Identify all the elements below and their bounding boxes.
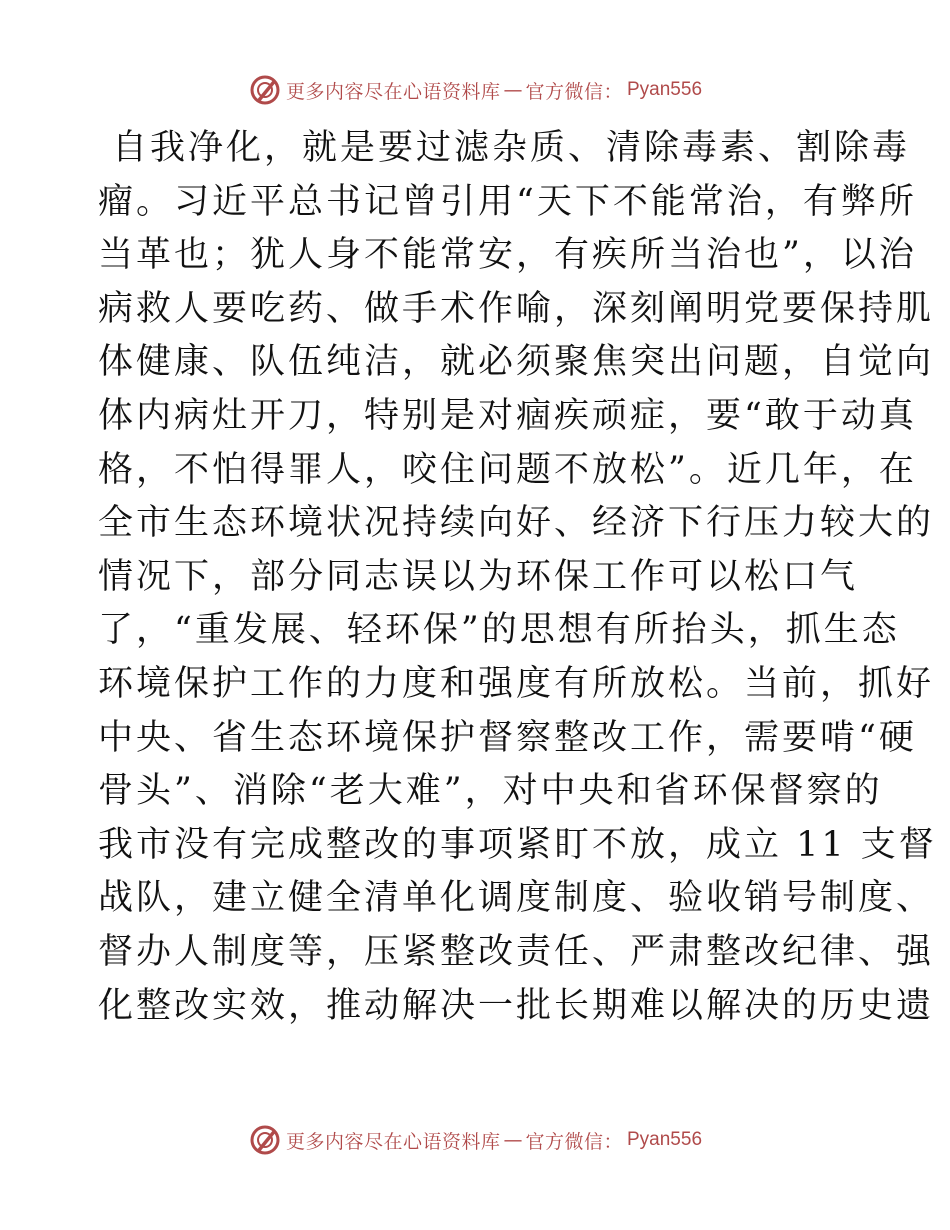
body-line: 瘤。习近平总书记曾引用“天下不能常治，有弊所 <box>98 181 917 222</box>
document-body <box>98 122 937 1033</box>
body-line: 体内病灶开刀，特别是对痼疾顽症，要“敢于动真 <box>98 395 917 436</box>
body-line: 自我净化，就是要过滤杂质、清除毒素、割除毒 <box>112 128 911 168</box>
body-line: 我市没有完成整改的事项紧盯不放，成立 11 支督 <box>98 824 937 865</box>
banner-wechat-id: Pyan556 <box>627 79 703 100</box>
banner-wechat-label: 官方微信： <box>525 80 623 103</box>
body-line: 情况下，部分同志误以为环保工作可以松口气 <box>98 556 859 597</box>
banner-site-name: 更多内容尽在心语资料库 <box>285 80 501 103</box>
body-line: 督办人制度等，压紧整改责任、严肃整改纪律、强 <box>98 931 935 972</box>
quill-logo-icon <box>248 1123 282 1157</box>
body-line: 骨头”、消除“老大难”，对中央和省环保督察的 <box>98 771 883 812</box>
banner-separator: — <box>503 1129 523 1151</box>
body-line: 了，“重发展、轻环保”的思想有所抬头，抓生态 <box>98 610 900 651</box>
banner-wechat-label: 官方微信： <box>525 1130 623 1153</box>
banner-separator: — <box>503 79 523 101</box>
banner-wechat-id: Pyan556 <box>627 1129 703 1150</box>
body-line: 环境保护工作的力度和强度有所放松。当前，抓好 <box>98 663 935 704</box>
body-line: 格，不怕得罪人，咬住问题不放松”。近几年，在 <box>98 449 917 490</box>
body-line: 全市生态环境状况持续向好、经济下行压力较大的 <box>98 503 935 544</box>
body-line: 体健康、队伍纯洁，就必须聚焦突出问题，自觉向 <box>98 342 935 383</box>
body-line: 病救人要吃药、做手术作喻，深刻阐明党要保持肌 <box>98 288 935 329</box>
body-line: 当革也；犹人身不能常安，有疾所当治也”，以治 <box>98 235 917 276</box>
footer-watermark-banner <box>0 1120 950 1160</box>
body-line: 化整改实效，推动解决一批长期难以解决的历史遗 <box>98 985 935 1026</box>
banner-site-name: 更多内容尽在心语资料库 <box>285 1130 501 1153</box>
quill-logo-icon <box>248 73 282 107</box>
body-line: 战队，建立健全清单化调度制度、验收销号制度、 <box>98 878 935 919</box>
body-line: 中央、省生态环境保护督察整改工作，需要啃“硬 <box>98 717 917 758</box>
header-watermark-banner <box>0 70 950 110</box>
